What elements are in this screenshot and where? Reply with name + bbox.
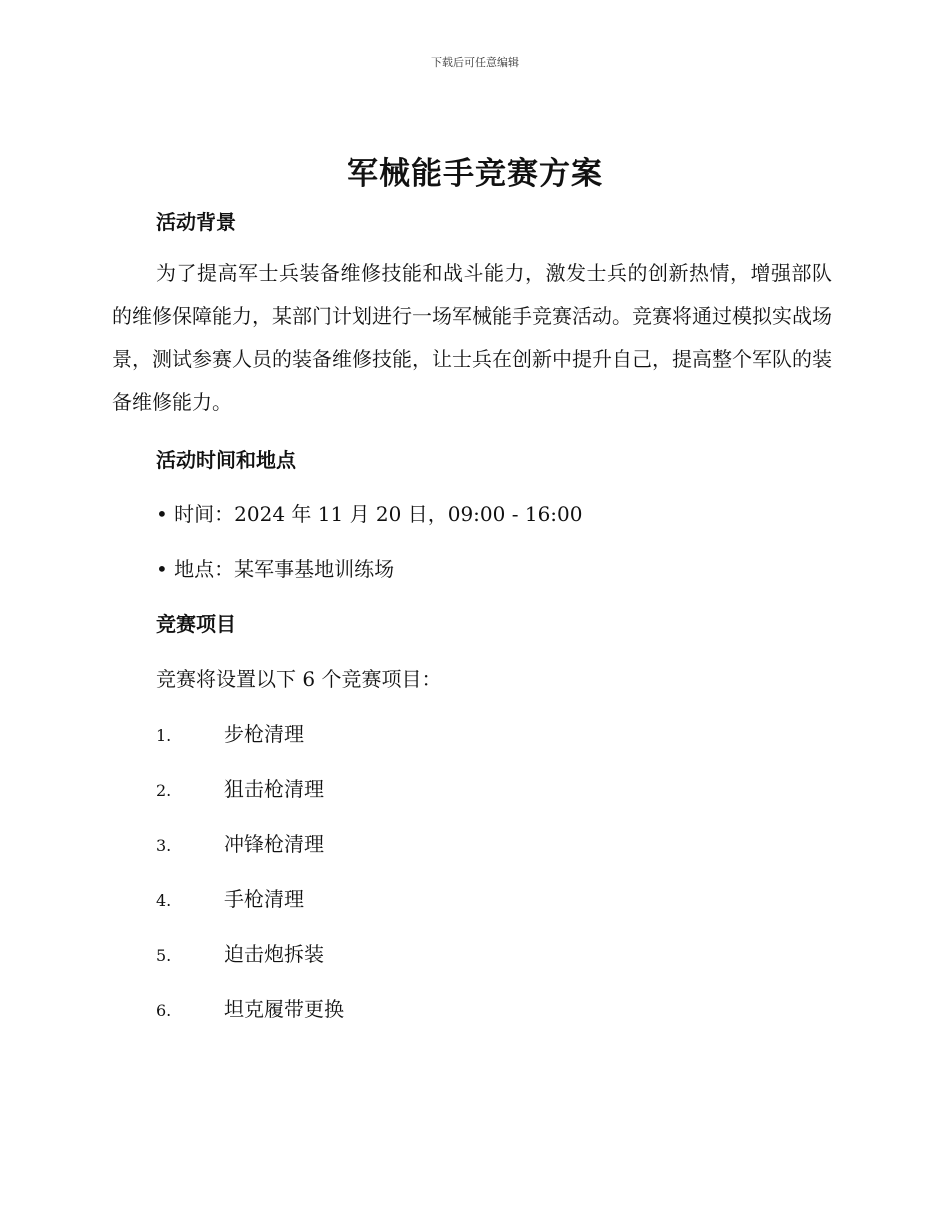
list-item-text: 手枪清理 (224, 887, 304, 911)
list-item (156, 718, 304, 747)
list-item-number: 2. (156, 781, 172, 800)
list-item (156, 938, 324, 967)
list-item-text: 狙击枪清理 (224, 777, 324, 801)
list-item (156, 993, 344, 1022)
list-item-number: 4. (156, 891, 172, 910)
list-item (156, 828, 324, 857)
list-item-text: 坦克履带更换 (224, 997, 344, 1021)
heading-time-place: 活动时间和地点 (156, 448, 296, 472)
list-item-text: 步枪清理 (224, 722, 304, 746)
list-item-text: 冲锋枪清理 (224, 832, 324, 856)
time-line: • 时间：2024 年 11 月 20 日，09:00 - 16:00 (156, 502, 583, 526)
list-item-text: 迫击炮拆装 (224, 942, 324, 966)
list-item-number: 1. (156, 726, 172, 745)
list-item (156, 883, 304, 912)
header-note: 下载后可任意编辑 (431, 56, 519, 69)
list-item-number: 6. (156, 1001, 172, 1020)
heading-events: 竞赛项目 (156, 612, 236, 636)
list-item-number: 3. (156, 836, 172, 855)
heading-background: 活动背景 (156, 210, 236, 234)
list-item (156, 773, 324, 802)
document-title: 军械能手竞赛方案 (347, 156, 603, 192)
events-intro: 竞赛将设置以下 6 个竞赛项目： (156, 667, 442, 691)
list-item-number: 5. (156, 946, 172, 965)
background-paragraph: 为了提高军士兵装备维修技能和战斗能力，激发士兵的创新热情，增强部队的维修保障能力，某部门计划进行一场军械能手竞赛活动。竞赛将通过模拟实战场景，测试参赛人员的装备维修技能，让士兵在创新中提升自己，提高整个军队的装备维修能力。 (112, 261, 832, 414)
place-line: • 地点：某军事基地训练场 (156, 557, 395, 581)
